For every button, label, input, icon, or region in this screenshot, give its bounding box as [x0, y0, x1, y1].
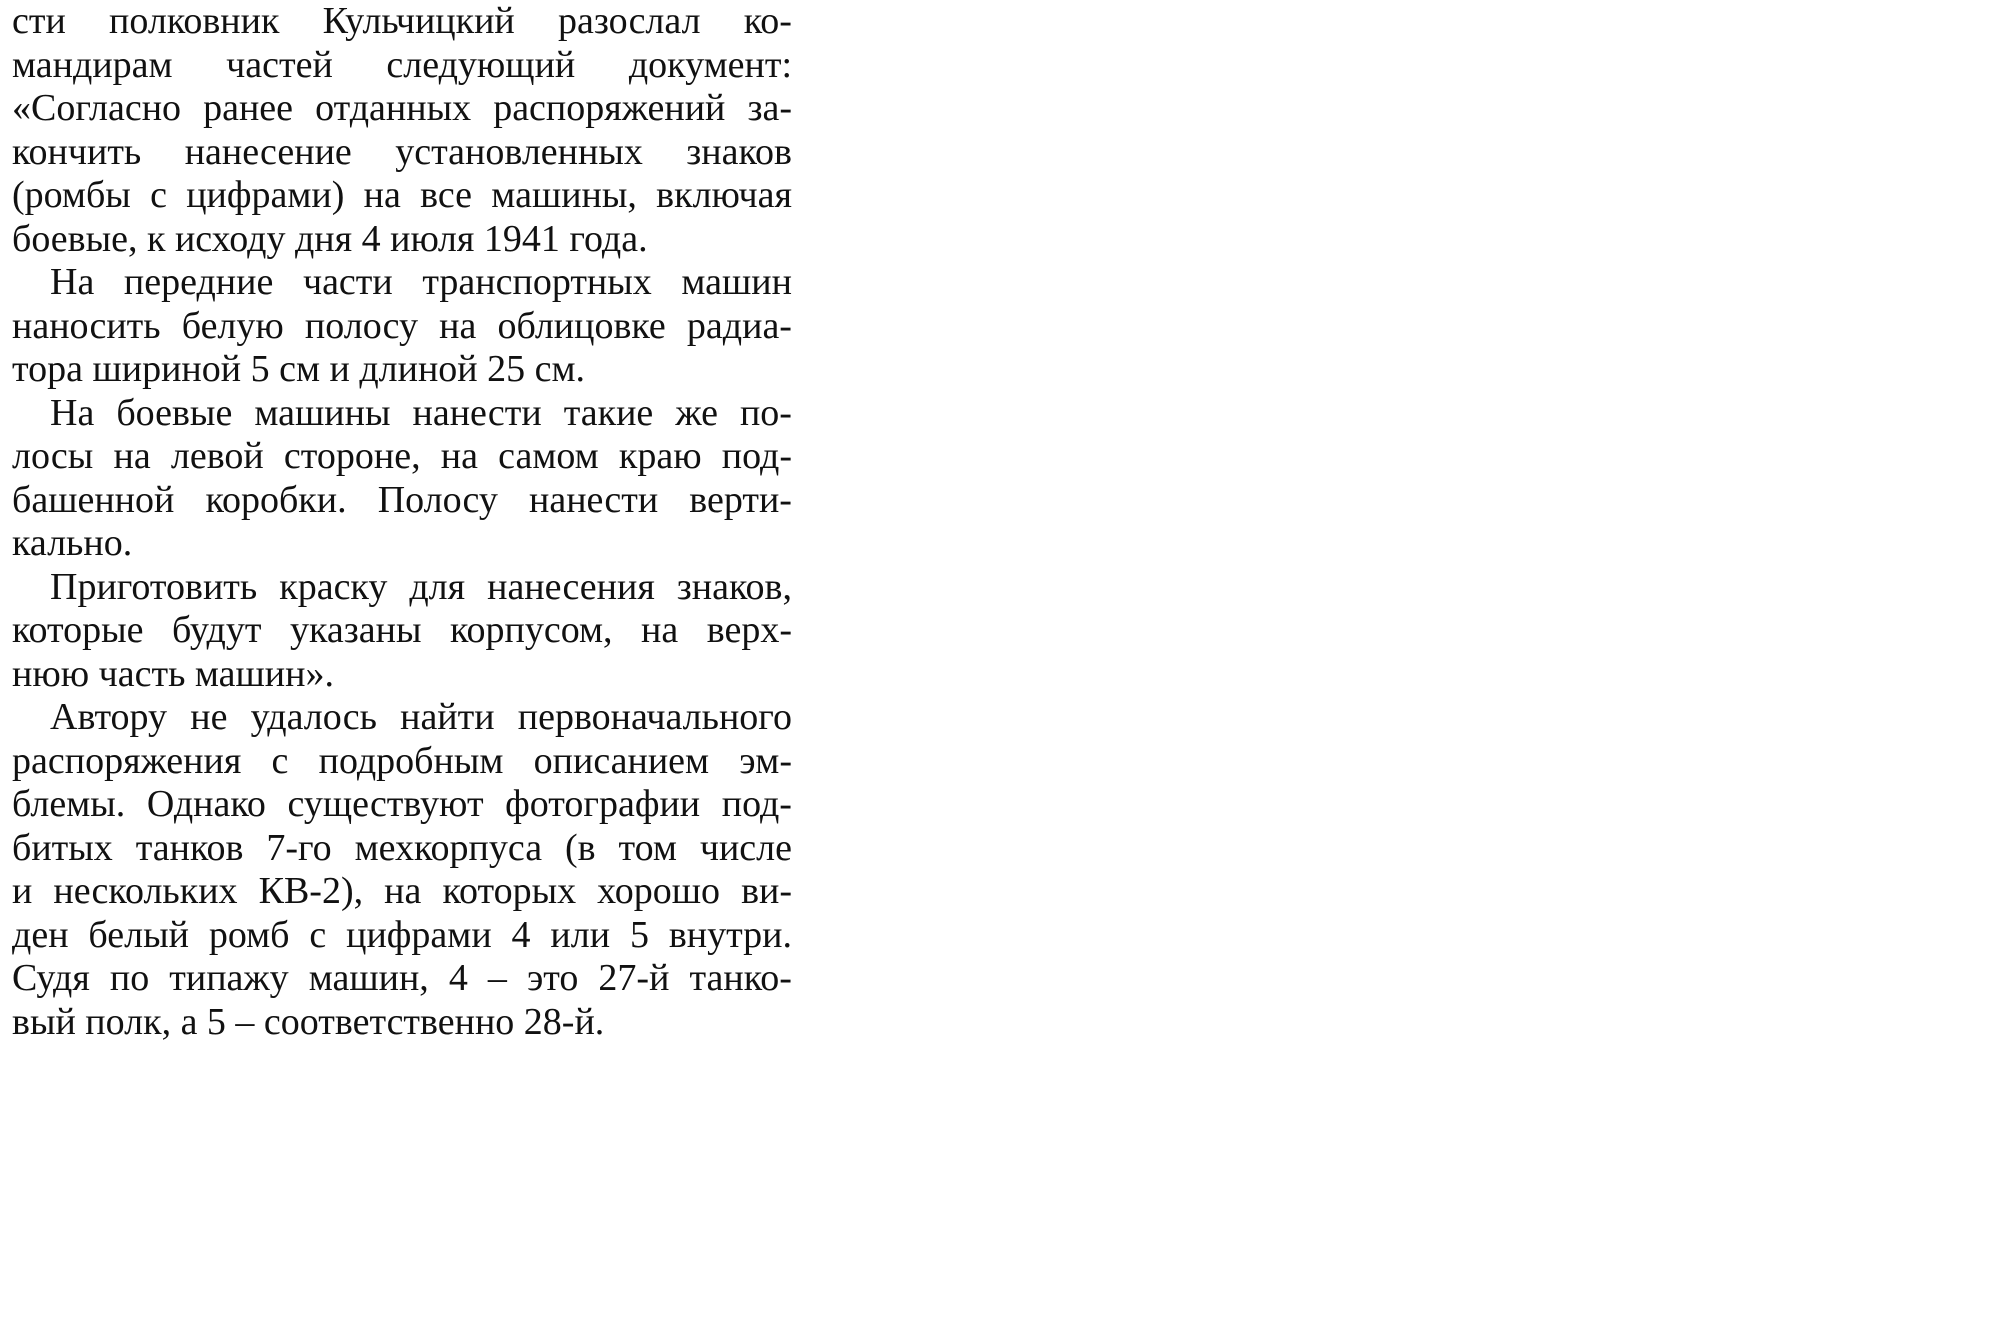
text-line: тора шириной 5 см и длиной 25 см. [12, 348, 586, 390]
text-line: наносить белую полосу на облицовке радиа- [12, 304, 792, 347]
text-line: и нескольких КВ-2), на которых хорошо ви- [12, 870, 792, 912]
paragraph-p5 [12, 696, 792, 1044]
text-line: Приготовить краску для нанесения знаков, [50, 565, 792, 608]
body-text [12, 0, 792, 1044]
text-line: сти полковник Кульчицкий разослал ко- [12, 0, 792, 42]
text-line: битых танков 7-го мехкорпуса (в том числе [12, 826, 792, 869]
paragraph-p2 [12, 261, 792, 392]
text-line: вый полк, а 5 – соответственно 28-й. [12, 1000, 605, 1043]
text-line: (ромбы с цифрами) на все машины, включая [12, 174, 792, 216]
text-line: кально. [12, 522, 133, 564]
paragraph-p1 [12, 0, 792, 261]
text-line: На боевые машины нанести такие же по- [50, 391, 792, 434]
text-line: мандирам частей следующий документ: [12, 43, 792, 86]
text-line: Автору не удалось найти первоначального [50, 696, 792, 738]
text-line: ден белый ромб с цифрами 4 или 5 внутри. [12, 913, 792, 956]
text-line: боевые, к исходу дня 4 июля 1941 года. [12, 217, 648, 260]
paragraph-p4 [12, 566, 792, 697]
paragraph-p3 [12, 392, 792, 566]
text-line: На передние части транспортных машин [50, 261, 792, 303]
text-line: нюю часть машин». [12, 652, 334, 695]
text-line: кончить нанесение установленных знаков [12, 130, 792, 173]
text-line: башенной коробки. Полосу нанести верти- [12, 478, 792, 521]
text-line: блемы. Однако существуют фотографии под- [12, 783, 792, 825]
text-line: лосы на левой стороне, на самом краю под- [12, 435, 792, 477]
text-line: Судя по типажу машин, 4 – это 27-й танко- [12, 957, 792, 999]
text-line: распоряжения с подробным описанием эм- [12, 739, 792, 782]
text-line: «Согласно ранее отданных распоряжений за- [12, 87, 792, 129]
clipped-next-line [12, 1044, 792, 1056]
text-column [12, 0, 792, 1044]
text-line: которые будут указаны корпусом, на верх- [12, 609, 792, 651]
